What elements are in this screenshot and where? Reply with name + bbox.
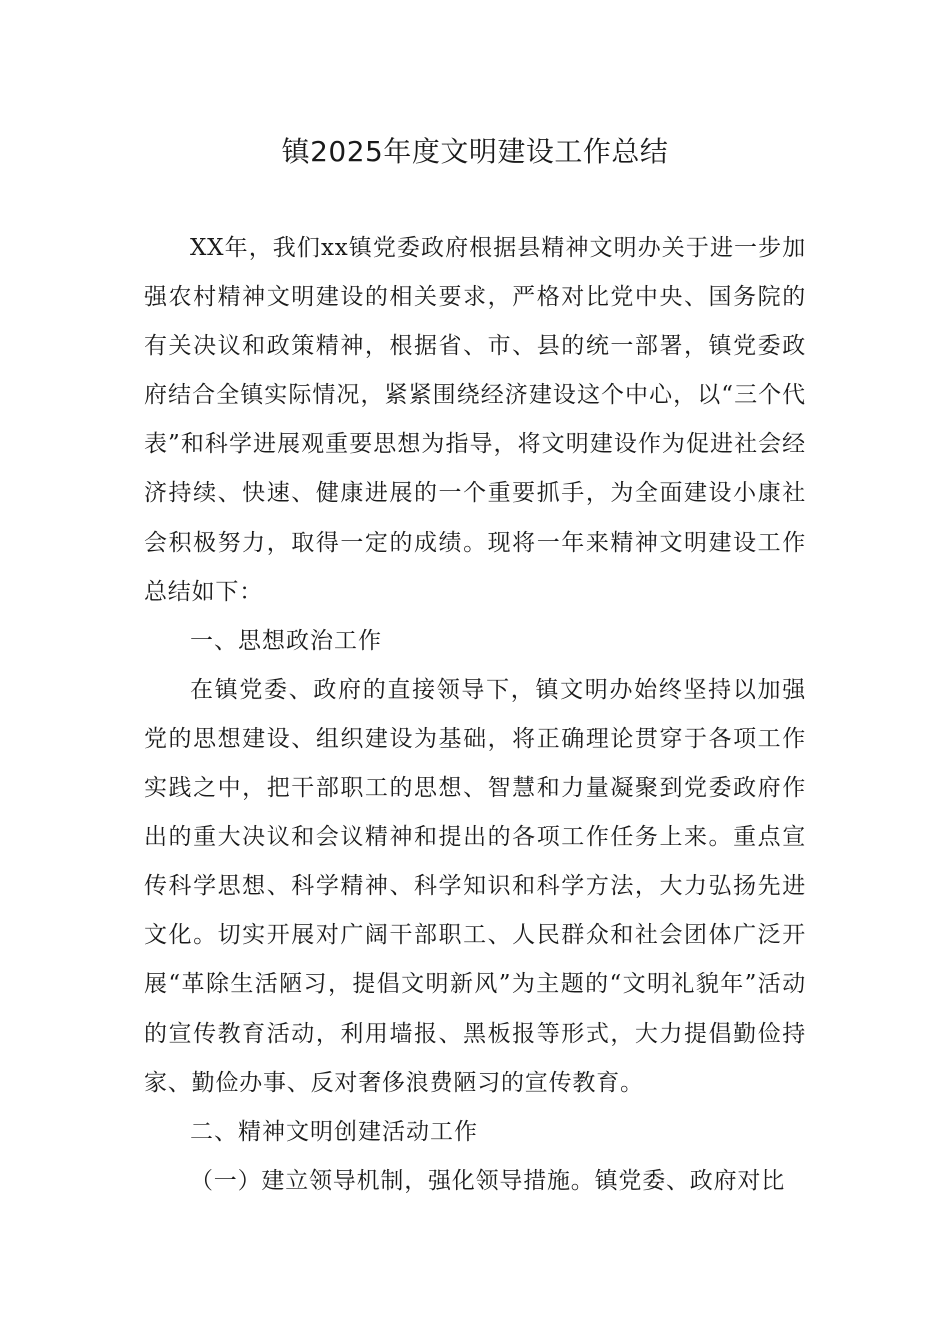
section-heading-civilization: 二、精神文明创建活动工作	[190, 1118, 478, 1145]
document-body	[144, 224, 806, 1206]
section-heading-ideology: 一、思想政治工作	[190, 627, 382, 654]
ideology-paragraph: 在镇党委、政府的直接领导下，镇文明办始终坚持以加强党的思想建设、组织建设为基础，将正确理论贯穿于各项工作实践之中，把干部职工的思想、智慧和力量凝聚到党委政府作出的重大决议和会议精神和提出的各项工作任务上来。重点宣传科学思想、科学精神、科学知识和科学方法，大力弘扬先进文化。切实开展对广阔干部职工、人民群众和社会团体广泛开展“革除生活陋习，提倡文明新风”为主题的“文明礼貌年”活动的宣传教育活动，利用墙报、黑板报等形式，大力提倡勤俭持家、勤俭办事、反对奢侈浪费陋习的宣传教育。	[144, 676, 806, 1096]
document-title: 镇2025年度文明建设工作总结	[281, 135, 669, 168]
subsection-leadership-paragraph: （一）建立领导机制，强化领导措施。镇党委、政府对比	[190, 1167, 785, 1194]
intro-paragraph: XX年，我们xx镇党委政府根据县精神文明办关于进一步加强农村精神文明建设的相关要求，严格对比党中央、国务院的有关决议和政策精神，根据省、市、县的统一部署，镇党委政府结合全镇实际情况，紧紧围绕经济建设这个中心，以“三个代表”和科学进展观重要思想为指导，将文明建设作为促进社会经济持续、快速、健康进展的一个重要抓手，为全面建设小康社会积极努力，取得一定的成绩。现将一年来精神文明建设工作总结如下：	[144, 235, 806, 605]
